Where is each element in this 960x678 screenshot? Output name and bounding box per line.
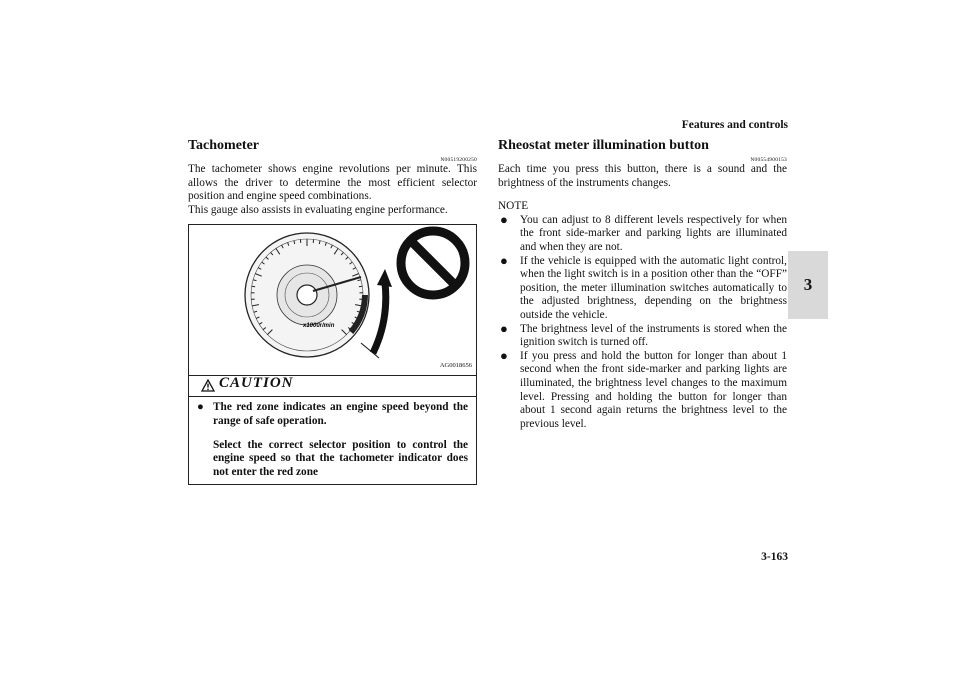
tachometer-section-code: N00519200250 [440, 157, 477, 163]
tachometer-paragraph: The tachometer shows engine revolutions per minute. This allows the driver to determine the most efficient selector position and engine speed combinations. [188, 163, 477, 203]
note-label: NOTE [498, 200, 529, 213]
dial-unit-label: x1000r/min [303, 323, 335, 330]
rheostat-paragraph: Each time you press this button, there is a sound and the brightness of the instruments changes. [498, 163, 787, 189]
dial-tick [359, 287, 362, 288]
note-list [498, 214, 787, 432]
tachometer-figure [188, 224, 477, 376]
warning-triangle-icon [201, 379, 215, 392]
rheostat-heading-block [498, 138, 787, 163]
caution-text-2: Select the correct selector position to control the engine speed so that the tachometer indicator does not enter the red zone [213, 438, 468, 478]
tachometer-dial [245, 233, 369, 357]
running-header: Features and controls [681, 119, 788, 131]
dial-tick [252, 287, 255, 288]
tachometer-illustration [189, 225, 476, 375]
left-column [188, 138, 477, 485]
chapter-tab [788, 251, 828, 319]
note-item: ● If you press and hold the button for longer than about 1 second when the front side-marker and parking lights are illuminated, the brightness level changes to the maximum level. Pressing and holding the button for longer than about 1 second again returns the brightness level to the previous level. [498, 350, 787, 432]
note-item: ● You can adjust to 8 different levels respectively for when the front side-marker and parking lights are illuminated and when they are not. [498, 214, 787, 255]
caution-title: CAUTION [219, 375, 294, 392]
caution-body [189, 397, 476, 484]
prohibition-icon [401, 231, 465, 295]
figure-code: AG0018656 [439, 361, 472, 369]
tachometer-paragraph-2: This gauge also assists in evaluating engine performance. [188, 203, 448, 216]
caution-text-1: ● The red zone indicates an engine speed beyond the range of safe operation. [197, 401, 468, 428]
tachometer-heading-block [188, 138, 477, 163]
chapter-number: 3 [803, 275, 813, 294]
tachometer-heading: Tachometer [188, 138, 260, 153]
note-item: ● The brightness level of the instruments is stored when the ignition switch is turned off. [498, 323, 787, 350]
caution-box [188, 375, 477, 485]
caution-header [189, 376, 476, 397]
page-number: 3-163 [761, 551, 788, 563]
note-item: ● If the vehicle is equipped with the automatic light control, when the light switch is in a position other than the “OFF” position, the meter illumination switches automatically to the adjusted brightness, depending on the brightness outside the vehicle. [498, 255, 787, 323]
rheostat-section-code: N00554900153 [750, 157, 787, 163]
right-column [498, 138, 787, 431]
rheostat-heading: Rheostat meter illumination button [498, 138, 709, 153]
